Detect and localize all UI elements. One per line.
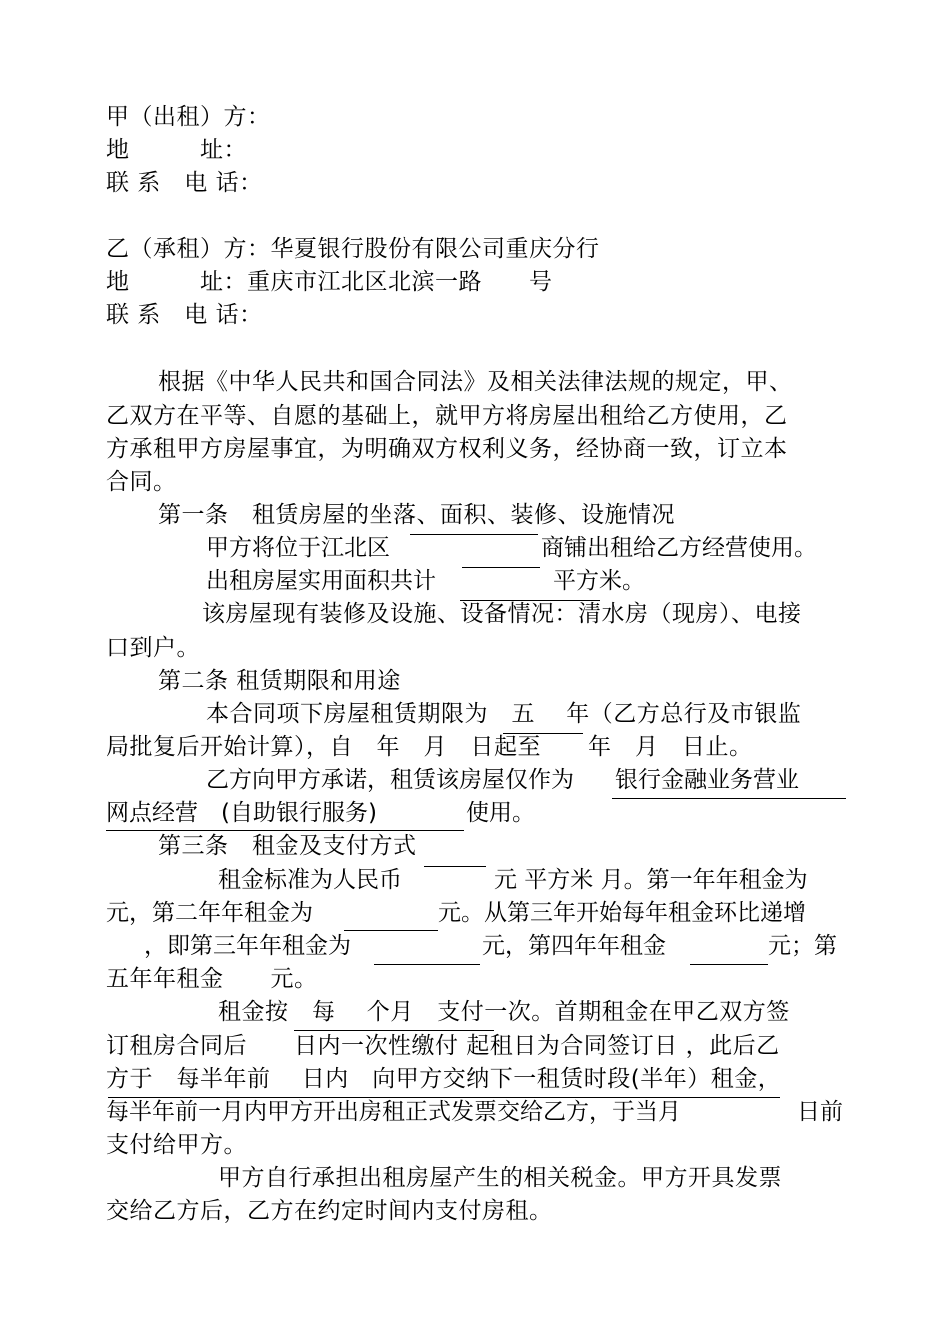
article-2-use-value-1: 银行金融业务营业 (615, 767, 799, 793)
article-2-term-line-1: 本合同项下房屋租赁期限为 五 年（乙方总行及市银监 (206, 701, 802, 727)
party-b-phone-label: 联 系 电 话： (106, 302, 263, 328)
area-blank-line (462, 567, 540, 568)
article-3-pay-line-2: 订租房合同后 日内一次性缴付 起租日为合同签订日 ，此后乙 (106, 1033, 780, 1059)
article-2-use-line-2: 使用。 (466, 800, 535, 826)
use-underline-1 (612, 798, 846, 799)
year-2-rent-blank (344, 930, 438, 931)
pay-interval-blank (294, 1030, 494, 1031)
article-3-pay-4a: 每半年前一月内甲方开出房租正式发票交给乙方，于当月 (106, 1099, 681, 1125)
article-3-pay-line-3: 方于 每半年前 日内 向甲方交纳下一租赁时段(半年）租金， (106, 1066, 782, 1092)
rent-standard-blank (424, 866, 486, 867)
article-3-rent-1a: 租金标准为人民币 (218, 867, 402, 893)
article-2-heading: 第二条 租赁期限和用途 (158, 668, 401, 694)
year-3-rent-blank (374, 964, 480, 965)
use-underline-2 (106, 830, 464, 831)
article-2-use-value-2: 网点经营 (自助银行服务) (106, 800, 377, 826)
article-1-fit-line-1: 该房屋现有装修及设施、设备情况：清水房（现房）、电接 (202, 601, 802, 627)
article-3-heading: 第三条 租金及支付方式 (158, 833, 417, 859)
article-3-pay-line-1: 租金按 每 个月 支付一次。首期租金在甲乙双方签 (218, 999, 790, 1025)
article-2-use-line-1: 乙方向甲方承诺，租赁该房屋仅作为 (206, 767, 574, 793)
party-b-title: 乙（承租）方：华夏银行股份有限公司重庆分行 (106, 236, 600, 262)
preamble-line-2: 乙双方在平等、自愿的基础上，就甲方将房屋出租给乙方使用，乙 (106, 403, 788, 429)
article-2-term-line-2: 局批复后开始计算），自 年 月 日起至 年 月 日止。 (106, 734, 753, 760)
year-4-rent-blank (690, 964, 768, 965)
fit-blank-line (460, 600, 600, 601)
location-blank-line (410, 534, 538, 535)
article-1-location-a: 甲方将位于江北区 (206, 535, 390, 561)
party-b-address: 地 址：重庆市江北区北滨一路 号 (106, 269, 553, 295)
article-3-tax-line-1: 甲方自行承担出租房屋产生的相关税金。甲方开具发票 (218, 1165, 782, 1191)
preamble-line-4: 合同。 (106, 469, 177, 495)
party-a-address-label: 地 址： (106, 137, 247, 163)
article-1-area-a: 出租房屋实用面积共计 (206, 568, 436, 594)
article-3-pay-line-5: 支付给甲方。 (106, 1132, 247, 1158)
preamble-line-1: 根据《中华人民共和国合同法》及相关法律法规的规定，甲、 (158, 369, 793, 395)
article-1-heading: 第一条 租赁房屋的坐落、面积、装修、设施情况 (158, 502, 675, 528)
article-1-location-b: 商铺出租给乙方经营使用。 (541, 535, 817, 561)
article-1-fit-line-2: 口到户。 (106, 635, 200, 661)
article-3-tax-line-2: 交给乙方后，乙方在约定时间内支付房租。 (106, 1198, 553, 1224)
party-a-title: 甲（出租）方： (106, 104, 271, 130)
article-3-rent-3c: 元；第 (768, 933, 837, 959)
article-3-rent-3b: 元，第四年年租金 (482, 933, 666, 959)
term-blank-line (503, 733, 583, 734)
party-a-phone-label: 联 系 电 话： (106, 170, 263, 196)
article-3-rent-1b: 元 平方米 月。第一年年租金为 (494, 867, 808, 893)
article-3-pay-4b: 日前 (797, 1099, 843, 1125)
article-3-rent-3a: ，即第三年年租金为 (144, 933, 351, 959)
article-3-rent-2b: 元。从第三年开始每年租金环比递增 (438, 900, 806, 926)
article-3-rent-2a: 元，第二年年租金为 (106, 900, 313, 926)
article-3-rent-line-4: 五年年租金 元。 (106, 966, 318, 992)
article-1-area-b: 平方米。 (553, 568, 645, 594)
preamble-line-3: 方承租甲方房屋事宜，为明确双方权利义务，经协商一致，订立本 (106, 436, 788, 462)
